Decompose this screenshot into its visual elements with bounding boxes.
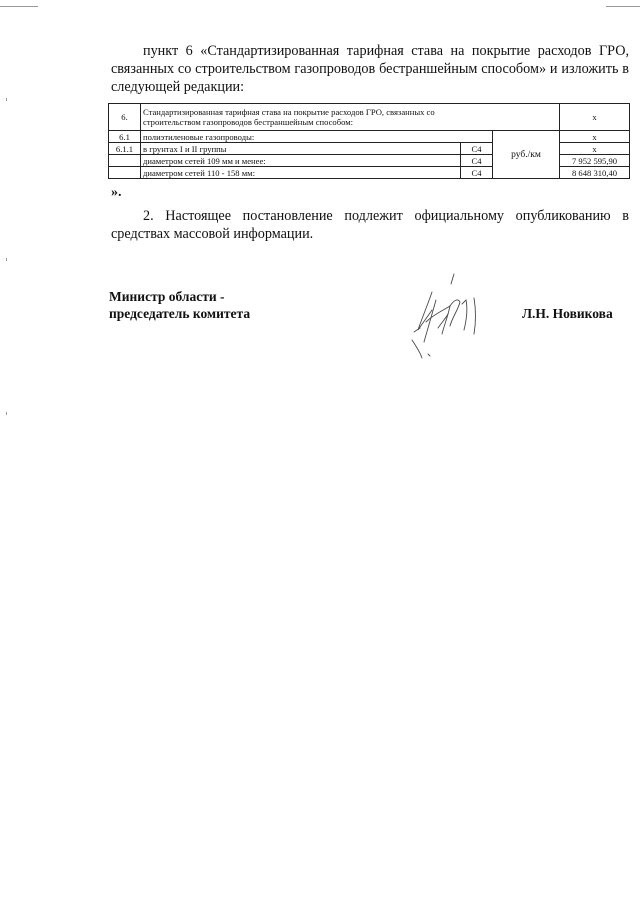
row-6-1-1-name: в грунтах I и II группы — [141, 143, 461, 155]
position-line-1: Министр области - — [109, 289, 225, 304]
scan-edge-mark — [606, 6, 640, 7]
signatory-name: Л.Н. Новикова — [522, 306, 613, 321]
tariff-table — [108, 103, 630, 179]
row-a-num — [109, 155, 141, 167]
intro-paragraph — [111, 42, 629, 96]
row-b-num — [109, 167, 141, 179]
row-6-1-1-num: 6.1.1 — [109, 143, 141, 155]
row-b-name: диаметром сетей 110 - 158 мм: — [141, 167, 461, 179]
row-6-1-num: 6.1 — [109, 131, 141, 143]
row-a-code: C4 — [461, 155, 493, 167]
row-6-1-1-value: x — [560, 143, 630, 155]
scan-edge-mark — [0, 6, 38, 7]
handwritten-signature — [392, 270, 502, 365]
row-6-1-value: x — [560, 131, 630, 143]
row-b-code: C4 — [461, 167, 493, 179]
paragraph-2-text: 2. Настоящее постановление подлежит официальному опубликованию в средствах массовой информации. — [111, 208, 629, 242]
row-6-1-1-code: C4 — [461, 143, 493, 155]
closing-quote: ». — [111, 185, 122, 200]
position-line-2: председатель комитета — [109, 306, 251, 321]
paragraph-2 — [111, 207, 629, 243]
scan-edge-mark — [6, 412, 7, 415]
unit-cell: руб./км — [493, 131, 560, 179]
intro-text: пункт 6 «Стандартизированная тарифная става на покрытие расходов ГРО, связанных со строительством газопроводов бестраншейным способом» и изложить в следующей редакции: — [111, 43, 629, 95]
row-a-name: диаметром сетей 109 мм и менее: — [141, 155, 461, 167]
scan-edge-mark — [6, 258, 7, 261]
row-a-value: 7 952 595,90 — [560, 155, 630, 167]
signatory-position — [109, 288, 250, 322]
scan-edge-mark — [6, 98, 7, 101]
row-6-num: 6. — [109, 104, 141, 131]
table-row-6-1 — [109, 131, 630, 143]
row-b-value: 8 648 310,40 — [560, 167, 630, 179]
row-6-1-name: полиэтиленовые газопроводы: — [141, 131, 493, 143]
table-row-6 — [109, 104, 630, 131]
row-6-value: x — [560, 104, 630, 131]
row-6-name: Стандартизированная тарифная става на покрытие расходов ГРО, связанных со строительством газопроводов бестраншейным способом: — [141, 104, 560, 131]
